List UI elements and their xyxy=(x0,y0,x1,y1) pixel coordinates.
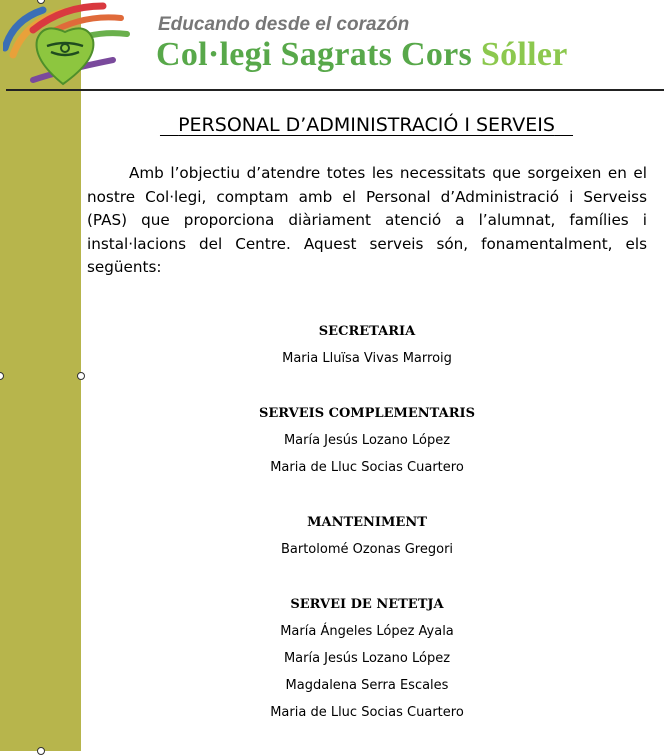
section-serveis-complementaris xyxy=(87,400,647,481)
school-tagline: Educando desde el corazón xyxy=(158,14,410,35)
section-manteniment xyxy=(87,509,647,563)
section-servei-de-netetja xyxy=(87,591,647,726)
resize-handle-right[interactable] xyxy=(77,372,85,380)
section-title: SECRETARIA xyxy=(318,324,416,339)
person-name: Magdalena Serra Escales xyxy=(285,678,449,693)
person-name: Bartolomé Ozonas Gregori xyxy=(280,542,454,557)
sidebar-band xyxy=(0,0,81,751)
intro-paragraph: Amb l’objectiu d’atendre totes les necessitats que sorgeixen en el nostre Col·legi, comptam amb el Personal d’Administració i Serveiss (PAS) que proporciona diàriament atenció a l’alumnat, famílies i instal·lacions del Centre. Aquest serveis són, fonamentalment, els següents: xyxy=(87,164,647,276)
section-title: MANTENIMENT xyxy=(307,515,427,530)
person-name: María Jesús Lozano López xyxy=(283,651,451,666)
page-title xyxy=(115,114,618,136)
resize-handle-bottom[interactable] xyxy=(37,747,45,755)
person-name: María Jesús Lozano López xyxy=(283,433,451,448)
person-name: Maria Lluïsa Vivas Marroig xyxy=(282,351,452,366)
section-secretaria xyxy=(87,318,647,372)
school-name xyxy=(156,36,568,74)
section-title: SERVEI DE NETETJA xyxy=(290,597,444,612)
school-name-main: Col·legi Sagrats Cors xyxy=(156,36,481,73)
school-logo xyxy=(3,0,131,88)
page-title-text: PERSONAL D’ADMINISTRACIÓ I SERVEIS xyxy=(178,114,555,136)
section-title: SERVEIS COMPLEMENTARIS xyxy=(258,406,476,421)
header-divider xyxy=(6,89,664,91)
school-name-town: Sóller xyxy=(480,36,568,73)
person-name: Maria de Lluc Socias Cuartero xyxy=(270,460,464,475)
person-name: Maria de Lluc Socias Cuartero xyxy=(270,705,464,720)
person-name: María Ángeles López Ayala xyxy=(280,624,454,639)
